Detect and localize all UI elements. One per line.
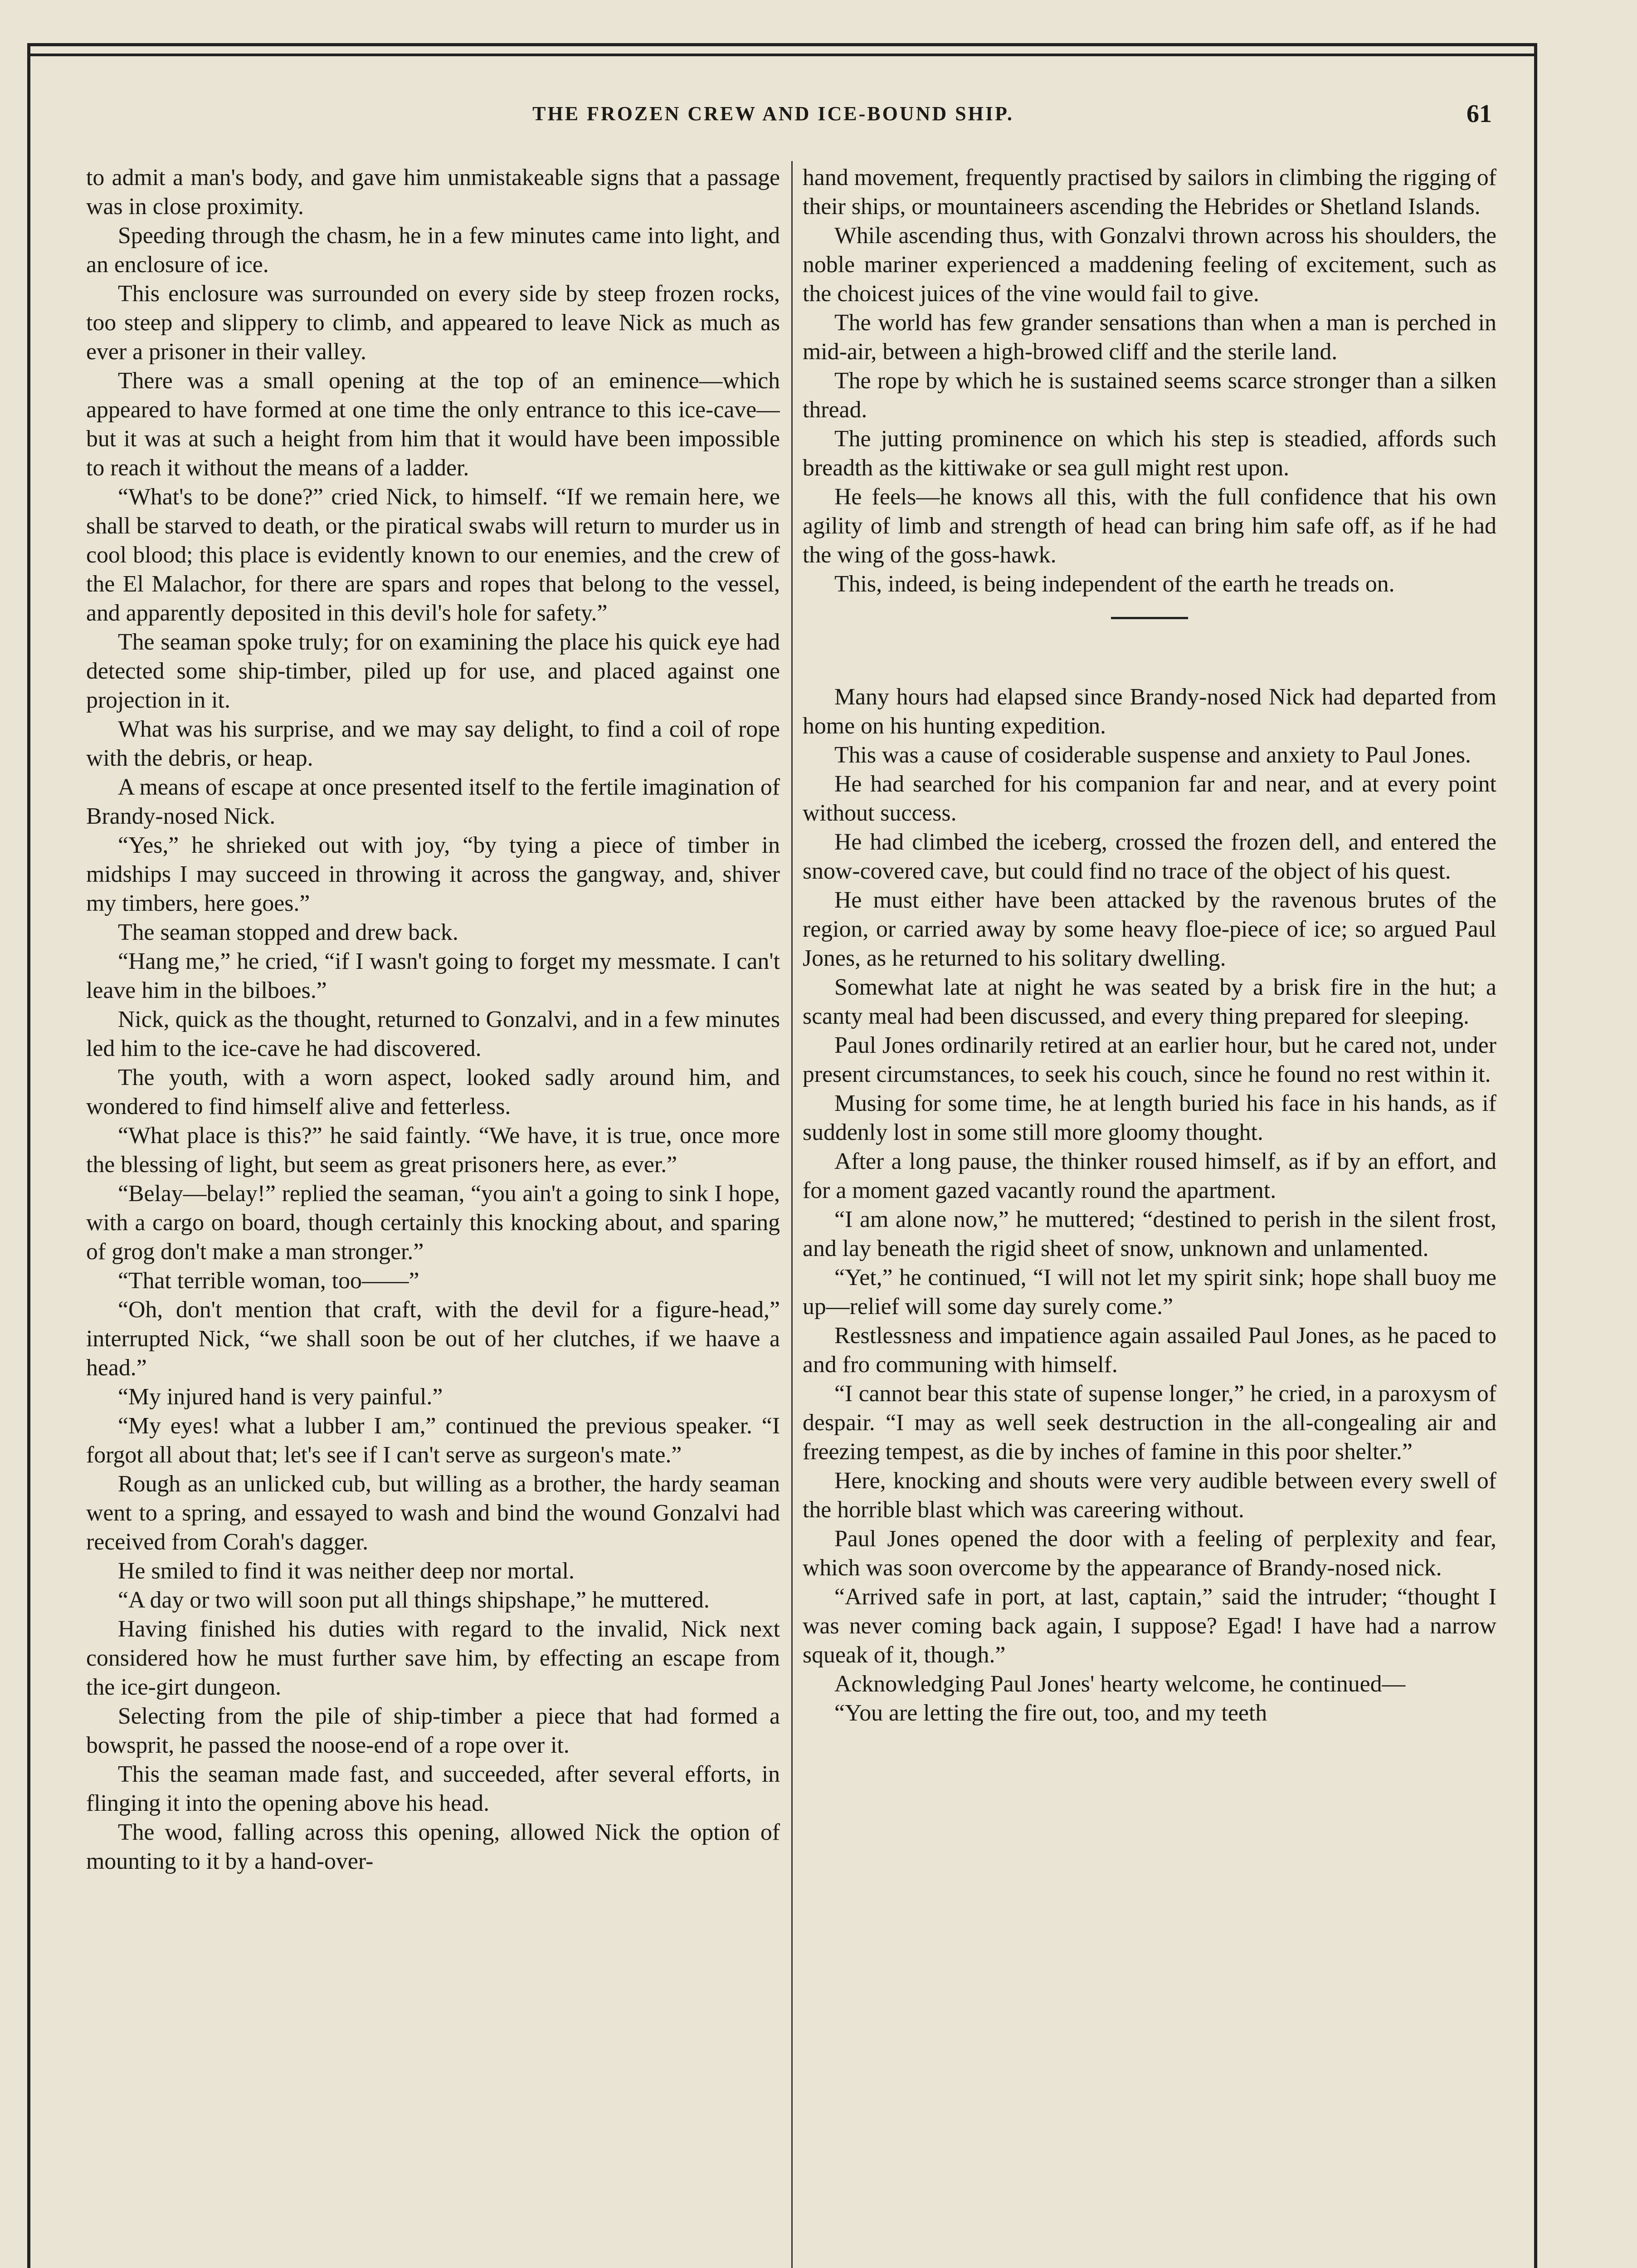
paragraph: “Yes,” he shrieked out with joy, “by tying a piece of timber in midships I may succeed in throwing it across the gangway, and, shiver my timbers, here goes.” xyxy=(86,832,780,916)
paragraph: Speeding through the chasm, he in a few minutes came into light, and an enclosure of ice. xyxy=(86,223,780,278)
paragraph: The rope by which he is sustained seems scarce stronger than a silken thread. xyxy=(803,368,1496,423)
paragraph: The wood, falling across this opening, allowed Nick the option of mounting to it by a hand-over- xyxy=(86,1819,780,1874)
paragraph: Paul Jones ordinarily retired at an earlier hour, but he cared not, under present circumstances, to seek his couch, since he found no rest within it. xyxy=(803,1032,1496,1087)
paragraph: Here, knocking and shouts were very audible between every swell of the horrible blast which was careering without. xyxy=(803,1468,1496,1523)
paragraph: The world has few grander sensations than when a man is perched in mid-air, between a high-browed cliff and the sterile land. xyxy=(803,310,1496,365)
paragraph: “Yet,” he continued, “I will not let my spirit sink; hope shall buoy me up—relief will some day surely come.” xyxy=(803,1265,1496,1320)
paragraph: This was a cause of cosiderable suspense and anxiety to Paul Jones. xyxy=(834,742,1471,768)
paragraph: The seaman stopped and drew back. xyxy=(118,919,458,945)
paragraph: Rough as an unlicked cub, but willing as a brother, the hardy seaman went to a spring, and essayed to wash and bind the wound Gonzalvi had received from Corah's dagger. xyxy=(86,1471,780,1555)
paragraph: He smiled to find it was neither deep nor mortal. xyxy=(118,1558,575,1584)
running-title: THE FROZEN CREW AND ICE-BOUND SHIP. xyxy=(532,103,1014,125)
running-header xyxy=(54,102,1492,134)
paragraph: “What place is this?” he said faintly. “We have, it is true, once more the blessing of light, but seem as great prisoners here, as ever.” xyxy=(86,1123,780,1178)
paragraph: After a long pause, the thinker roused himself, as if by an effort, and for a moment gazed vacantly round the apartment. xyxy=(803,1149,1496,1203)
right-column xyxy=(803,163,1496,2268)
paragraph: “That terrible woman, too——” xyxy=(118,1268,419,1294)
paragraph: He feels—he knows all this, with the full confidence that his own agility of limb and strength of head can bring him safe off, as if he had the wing of the goss-hawk. xyxy=(803,484,1496,568)
paragraph: “My injured hand is very painful.” xyxy=(118,1384,443,1410)
paragraph: The jutting prominence on which his step is steadied, affords such breadth as the kittiwake or sea gull might rest upon. xyxy=(803,426,1496,481)
paragraph: This, indeed, is being independent of the earth he treads on. xyxy=(834,571,1395,597)
left-column xyxy=(86,163,780,2268)
paragraph: He must either have been attacked by the ravenous brutes of the region, or carried away by some heavy floe-piece of ice; so argued Paul Jones, as he returned to his solitary dwelling. xyxy=(803,887,1496,971)
paragraph: “I cannot bear this state of supense longer,” he cried, in a paroxysm of despair. “I may as well seek destruction in the all-congealing air and freezing tempest, as die by inches of famine in this poor shelter.” xyxy=(803,1381,1496,1465)
section-separator xyxy=(1111,617,1188,619)
paragraph: Selecting from the pile of ship-timber a piece that had formed a bowsprit, he passed the noose-end of a rope over it. xyxy=(86,1703,780,1758)
page-number: 61 xyxy=(1466,100,1492,128)
paragraph: “Belay—belay!” replied the seaman, “you ain't a going to sink I hope, with a cargo on board, though certainly this knocking about, and sparing of grog don't make a man stronger.” xyxy=(86,1181,780,1265)
paragraph: Having finished his duties with regard to the invalid, Nick next considered how he must further save him, by effecting an escape from the ice-girt dungeon. xyxy=(86,1616,780,1700)
right-column-top xyxy=(803,163,1496,599)
paragraph: to admit a man's body, and gave him unmistakeable signs that a passage was in close proximity. xyxy=(86,165,780,220)
paragraph: “You are letting the fire out, too, and my teeth xyxy=(834,1700,1267,1726)
paragraph: Many hours had elapsed since Brandy-nosed Nick had departed from home on his hunting expedition. xyxy=(803,684,1496,739)
paragraph: The youth, with a worn aspect, looked sadly around him, and wondered to find himself alive and fetterless. xyxy=(86,1065,780,1119)
paragraph: He had climbed the iceberg, crossed the frozen dell, and entered the snow-covered cave, but could find no trace of the object of his quest. xyxy=(803,829,1496,884)
paragraph: What was his surprise, and we may say delight, to find a coil of rope with the debris, or heap. xyxy=(86,716,780,771)
paragraph: The seaman spoke truly; for on examining the place his quick eye had detected some ship-timber, piled up for use, and placed against one projection in it. xyxy=(86,629,780,713)
paragraph: This the seaman made fast, and succeeded, after several efforts, in flinging it into the opening above his head. xyxy=(86,1761,780,1816)
paragraph: This enclosure was surrounded on every side by steep frozen rocks, too steep and slippery to climb, and appeared to leave Nick as much as ever a prisoner in their valley. xyxy=(86,281,780,365)
paragraph: “My eyes! what a lubber I am,” continued the previous speaker. “I forgot all about that; let's see if I can't serve as surgeon's mate.” xyxy=(86,1413,780,1468)
paragraph: Paul Jones opened the door with a feeling of perplexity and fear, which was soon overcome by the appearance of Brandy-nosed nick. xyxy=(803,1526,1496,1581)
right-column-bottom xyxy=(803,683,1496,1728)
paragraph: “Oh, don't mention that craft, with the devil for a figure-head,” interrupted Nick, “we shall soon be out of her clutches, if we haave a head.” xyxy=(86,1297,780,1381)
paragraph: “A day or two will soon put all things shipshape,” he muttered. xyxy=(118,1587,710,1613)
paragraph: Musing for some time, he at length buried his face in his hands, as if suddenly lost in some still more gloomy thought. xyxy=(803,1090,1496,1145)
paragraph: He had searched for his companion far and near, and at every point without success. xyxy=(803,771,1496,826)
paragraph: Somewhat late at night he was seated by a brisk fire in the hut; a scanty meal had been discussed, and every thing prepared for sleeping. xyxy=(803,974,1496,1029)
paragraph: Nick, quick as the thought, returned to Gonzalvi, and in a few minutes led him to the ice-cave he had discovered. xyxy=(86,1007,780,1061)
paragraph: “Arrived safe in port, at last, captain,” said the intruder; “thought I was never coming back again, I suppose? Egad! I have had a narrow squeak of it, though.” xyxy=(803,1584,1496,1668)
paragraph: Acknowledging Paul Jones' hearty welcome, he continued— xyxy=(834,1671,1406,1697)
paragraph: While ascending thus, with Gonzalvi thrown across his shoulders, the noble mariner experienced a maddening feeling of excitement, such as the choicest juices of the vine would fail to give. xyxy=(803,223,1496,307)
column-divider xyxy=(791,161,793,2268)
paragraph: “What's to be done?” cried Nick, to himself. “If we remain here, we shall be starved to death, or the piratical swabs will return to murder us in cool blood; this place is evidently known to our enemies, and the crew of the El Malachor, for there are spars and ropes that belong to the vessel, and apparently deposited in this devil's hole for safety.” xyxy=(86,484,780,626)
paragraph: “Hang me,” he cried, “if I wasn't going to forget my messmate. I can't leave him in the bilboes.” xyxy=(86,948,780,1003)
top-rule xyxy=(27,54,1537,56)
paragraph: A means of escape at once presented itself to the fertile imagination of Brandy-nosed Nick. xyxy=(86,774,780,829)
paragraph: There was a small opening at the top of an eminence—which appeared to have formed at one time the only entrance to this ice-cave—but it was at such a height from him that it would have been impossible to reach it without the means of a ladder. xyxy=(86,368,780,481)
paragraph: hand movement, frequently practised by sailors in climbing the rigging of their ships, or mountaineers ascending the Hebrides or Shetland Islands. xyxy=(803,165,1496,220)
paragraph: Restlessness and impatience again assailed Paul Jones, as he paced to and fro communing with himself. xyxy=(803,1323,1496,1378)
paragraph: “I am alone now,” he muttered; “destined to perish in the silent frost, and lay beneath the rigid sheet of snow, unknown and unlamented. xyxy=(803,1207,1496,1261)
